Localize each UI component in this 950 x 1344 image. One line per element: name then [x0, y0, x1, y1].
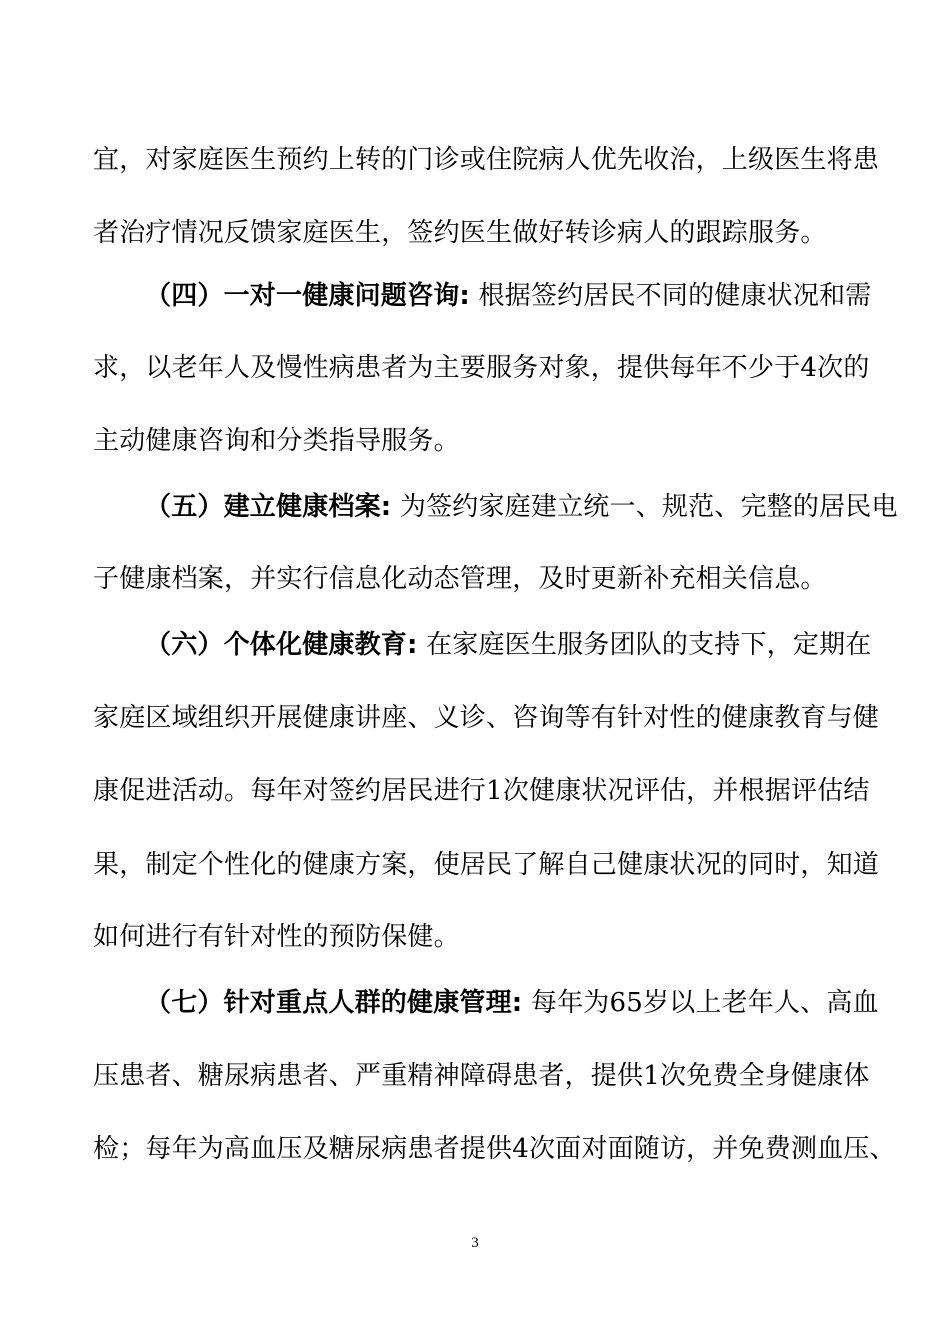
- paragraph-line: [93, 351, 870, 385]
- body-text: 检；每年为高血压及糖尿病患者提供4次面对面随访，并免费测血压、: [93, 1134, 896, 1164]
- paragraph-line: [145, 628, 872, 662]
- body-text: 家庭区域组织开展健康讲座、义诊、咨询等有针对性的健康教育与健: [93, 703, 880, 733]
- body-text: 求，以老年人及慢性病患者为主要服务对象，提供每年不少于4次的: [93, 353, 870, 383]
- paragraph-line: [93, 562, 853, 596]
- paragraph-line: [93, 424, 853, 458]
- paragraph-line: [93, 774, 870, 808]
- paragraph-line: [145, 490, 898, 524]
- section-heading: （七）针对重点人群的健康管理:: [145, 988, 523, 1018]
- body-text: 根据签约居民不同的健康状况和需: [470, 281, 872, 311]
- paragraph-line: [93, 216, 853, 250]
- body-text: 如何进行有针对性的预防保健。: [93, 922, 460, 952]
- body-text: 康促进活动。每年对签约居民进行1次健康状况评估，并根据评估结: [93, 776, 870, 806]
- body-text: 宜，对家庭医生预约上转的门诊或住院病人优先收治，上级医生将患: [93, 145, 880, 175]
- body-text: 每年为65岁以上老年人、高血: [522, 988, 879, 1018]
- body-text: 主动健康咨询和分类指导服务。: [93, 426, 460, 456]
- section-heading: （四）一对一健康问题咨询:: [145, 281, 470, 311]
- body-text: 压患者、糖尿病患者、严重精神障碍患者，提供1次免费全身健康体: [93, 1061, 870, 1091]
- paragraph-line: [93, 701, 880, 735]
- body-text: 者治疗情况反馈家庭医生，签约医生做好转诊病人的跟踪服务。: [93, 218, 827, 248]
- paragraph-line: [145, 279, 872, 313]
- body-text: 子健康档案，并实行信息化动态管理，及时更新补充相关信息。: [93, 564, 827, 594]
- body-text: 果，制定个性化的健康方案，使居民了解自己健康状况的同时，知道: [93, 850, 880, 880]
- paragraph-line: [145, 986, 879, 1020]
- paragraph-line: [93, 848, 880, 882]
- paragraph-line: [93, 920, 853, 954]
- body-text: 在家庭医生服务团队的支持下，定期在: [417, 630, 872, 660]
- paragraph-line: [93, 1059, 870, 1093]
- page-number: 3: [471, 1235, 479, 1251]
- paragraph-line: [93, 143, 880, 177]
- paragraph-line: [93, 1132, 896, 1166]
- section-heading: （五）建立健康档案:: [145, 492, 392, 522]
- body-text: 为签约家庭建立统一、规范、完整的居民电: [391, 492, 898, 522]
- section-heading: （六）个体化健康教育:: [145, 630, 418, 660]
